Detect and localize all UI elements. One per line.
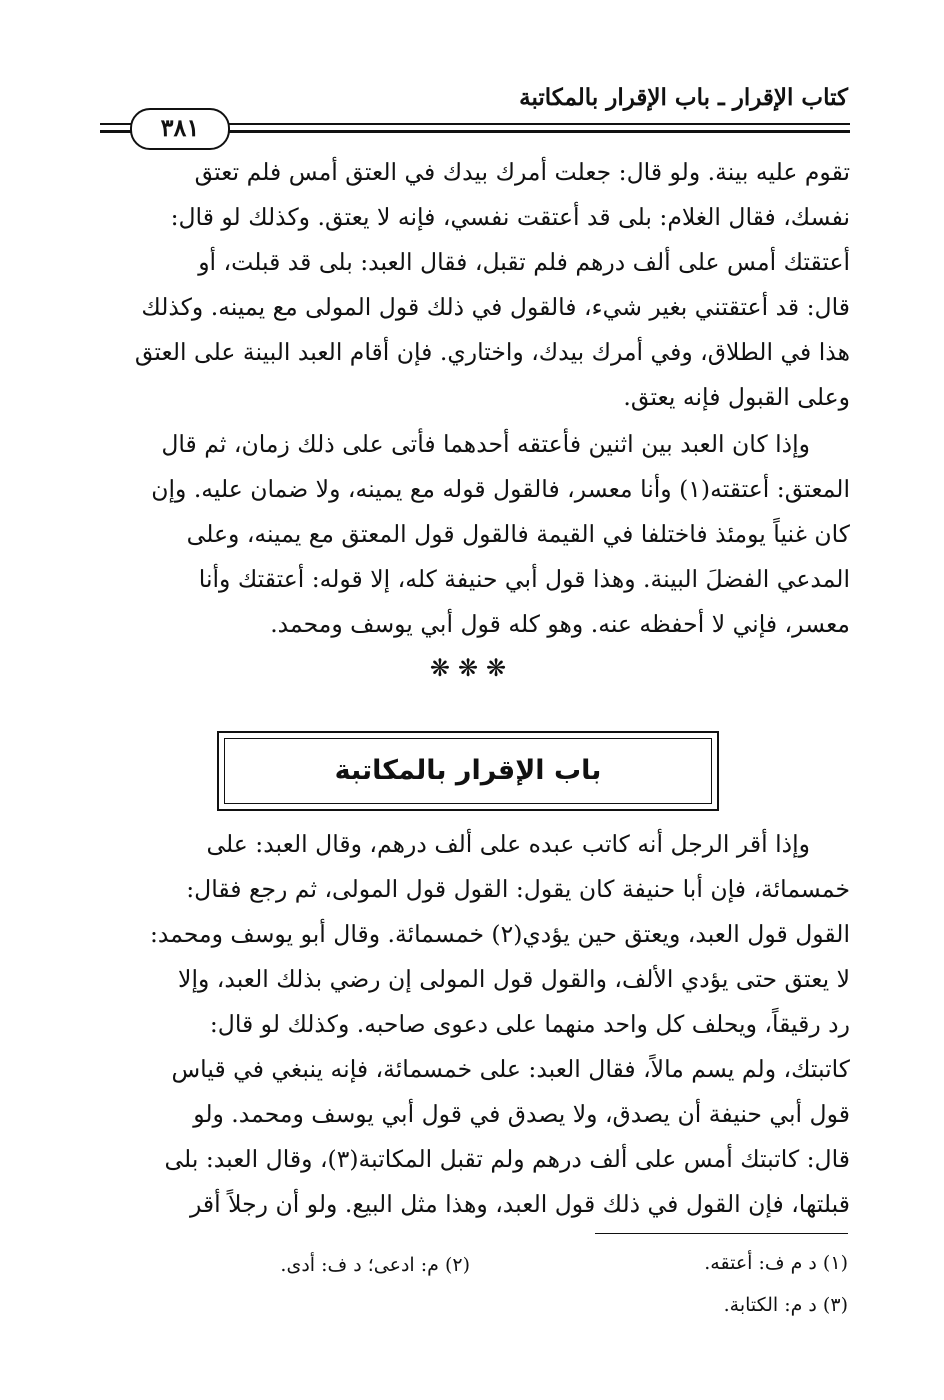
paragraph-1 — [100, 150, 850, 420]
text-line: أعتقتك أمس على ألف درهم فلم تقبل، فقال العبد: بلى قد قبلت، أو — [198, 248, 850, 276]
chapter-title: باب الإقرار بالمكاتبة — [334, 755, 602, 786]
text-line: لا يعتق حتى يؤدي الألف، والقول قول المولى إن رضي بذلك العبد، وإلا — [178, 965, 850, 993]
text-line: نفسك، فقال الغلام: بلى قد أعتقت نفسي، فإنه لا يعتق. وكذلك لو قال: — [170, 203, 850, 231]
text-line: وإذا كان العبد بين اثنين فأعتقه أحدهما فأتى على ذلك زمان، ثم قال — [161, 430, 810, 458]
footnote-1: (١) د م ف: أعتقه. — [704, 1252, 848, 1274]
footnote-2: (٢) م: ادعى؛ د ف: أدى. — [280, 1254, 470, 1276]
footnote-3: (٣) د م: الكتابة. — [723, 1294, 848, 1316]
text-line: كان غنياً يومئذ فاختلفا في القيمة فالقول قول المعتق مع يمينه، وعلى — [186, 520, 850, 548]
text-line: المعتق: أعتقته(١) وأنا معسر، فالقول قوله مع يمينه، ولا ضمان عليه. وإن — [151, 475, 850, 503]
text-line: القول قول العبد، ويعتق حين يؤدي(٢) خمسمائة. وقال أبو يوسف ومحمد: — [149, 920, 850, 948]
text-line: قال: قد أعتقتني بغير شيء، فالقول في ذلك قول المولى مع يمينه. وكذلك — [141, 293, 850, 321]
paragraph-3 — [100, 822, 850, 1227]
text-line: معسر، فإني لا أحفظه عنه. وهو كله قول أبي يوسف ومحمد. — [270, 610, 850, 638]
text-line: وعلى القبول فإنه يعتق. — [623, 383, 850, 411]
text-line: المدعي الفضلَ البينة. وهذا قول أبي حنيفة كله، إلا قوله: أعتقتك وأنا — [198, 565, 850, 593]
text-line: كاتبتك، ولم يسم مالاً، فقال العبد: على خمسمائة، فإنه ينبغي في قياس — [171, 1055, 850, 1083]
section-ornament: ❋❋❋ — [429, 654, 515, 682]
text-line: هذا في الطلاق، وفي أمرك بيدك، واختاري. فإن أقام العبد البينة على العتق — [134, 338, 850, 366]
text-line: تقوم عليه بينة. ولو قال: جعلت أمرك بيدك في العتق أمس فلم تعتق — [194, 158, 850, 186]
footnote-rule — [595, 1233, 848, 1234]
running-title: كتاب الإقرار ـ باب الإقرار بالمكاتبة — [519, 84, 848, 111]
text-line: خمسمائة، فإن أبا حنيفة كان يقول: القول قول المولى، ثم رجع فقال: — [186, 875, 850, 903]
text-line: وإذا أقر الرجل أنه كاتب عبده على ألف درهم، وقال العبد: على — [206, 830, 810, 858]
text-line: قبلتها، فإن القول في ذلك قول العبد، وهذا مثل البيع. ولو أن رجلاً أقر — [189, 1190, 850, 1218]
text-line: قول أبي حنيفة أن يصدق، ولا يصدق في قول أبي يوسف ومحمد. ولو — [193, 1100, 850, 1128]
page-number: ٣٨١ — [130, 108, 230, 150]
text-line: قال: كاتبتك أمس على ألف درهم ولم تقبل المكاتبة(٣)، وقال العبد: بلى — [164, 1145, 850, 1173]
chapter-heading-box — [217, 731, 719, 811]
text-line: رد رقيقاً، ويحلف كل واحد منهما على دعوى صاحبه. وكذلك لو قال: — [209, 1010, 850, 1038]
paragraph-2 — [100, 422, 850, 647]
